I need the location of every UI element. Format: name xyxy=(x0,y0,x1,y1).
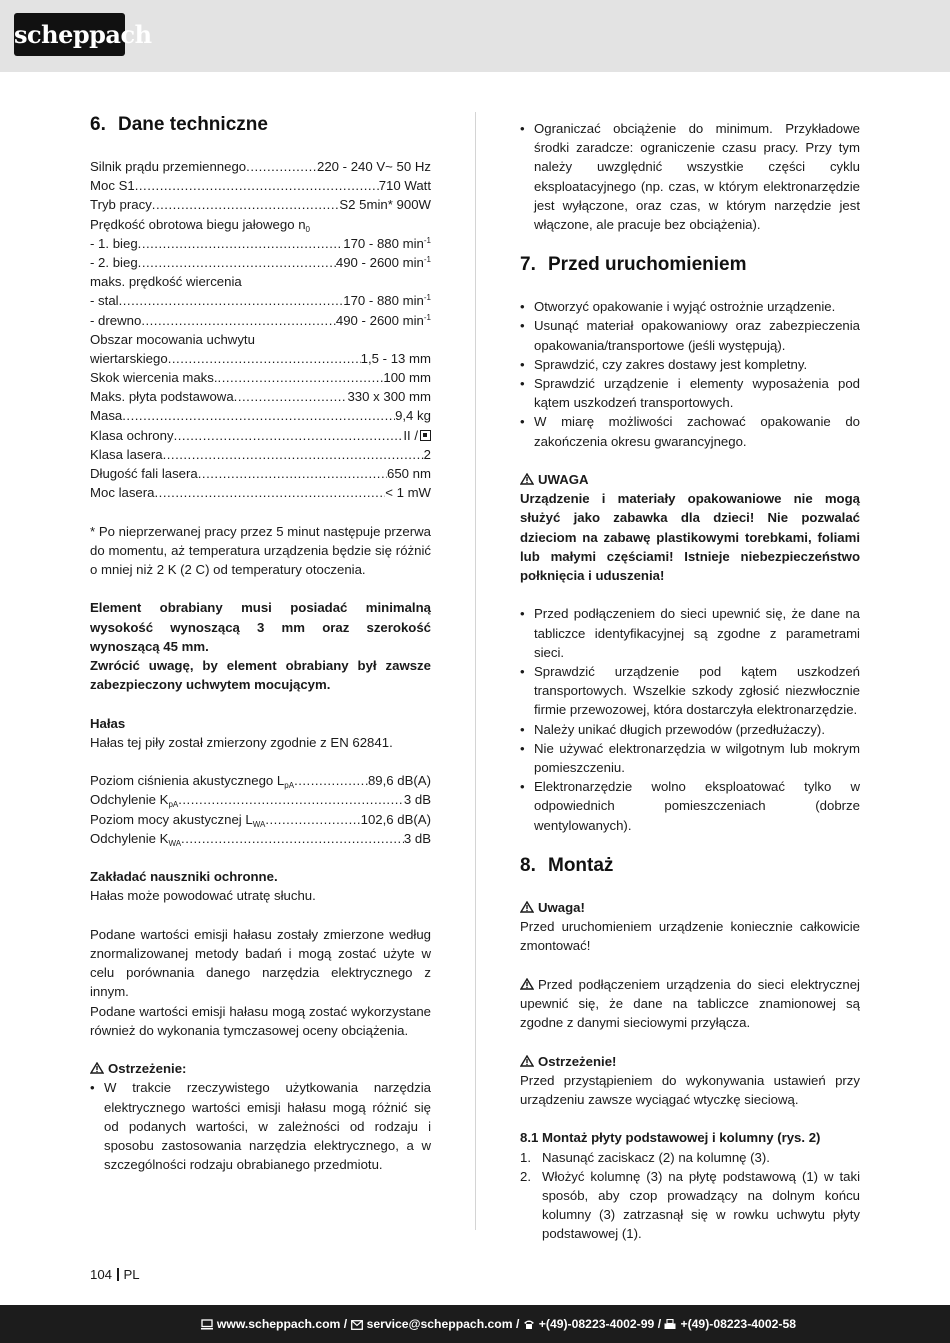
noise-sub: pA xyxy=(168,800,179,810)
step-number: 2. xyxy=(520,1168,531,1184)
spec-value: II / xyxy=(403,427,418,443)
spec-label: Obszar mocowania uchwytu xyxy=(90,331,255,347)
spec-sup: -1 xyxy=(423,235,431,245)
spec-label: - drewno xyxy=(90,312,142,328)
ostrzezenie-heading xyxy=(520,1052,860,1071)
spec-label: - 2. bieg xyxy=(90,254,138,270)
spec-value: 490 - 2600 min xyxy=(335,312,424,328)
spec-value: 170 - 880 min xyxy=(343,293,424,309)
ear-protection-heading: Zakładać nauszniki ochronne. xyxy=(90,869,278,885)
spec-sup: -1 xyxy=(423,312,431,322)
spec-row xyxy=(90,406,431,425)
spec-subscript: 0 xyxy=(305,224,310,234)
noise-sub: pA xyxy=(284,781,295,791)
list-item: • Należy unikać długich przewodów (przedłużaczy). xyxy=(520,720,860,739)
protection-class-icon xyxy=(420,430,431,441)
spec-label: Moc S1 xyxy=(90,178,135,194)
noise-sub: WA xyxy=(252,819,266,829)
connect-warning-text: Przed podłączeniem urządzenia do sieci elektrycznej upewnić się, że dane na tabliczce znamionowej są zgodne z danymi sieciowymi przyłącza. xyxy=(520,976,860,1031)
brand-logo: scheppach xyxy=(14,13,125,56)
noise-row xyxy=(90,790,431,809)
page-separator xyxy=(117,1268,119,1281)
warning-triangle-icon xyxy=(520,901,534,913)
footnote: * Po nieprzerwanej pracy przez 5 minut następuje przerwa do momentu, aż temperatura urządzenia będzie się różnić o mniej niż 2 K (2 C) od temperatury otoczenia. xyxy=(90,523,431,577)
assembly-steps xyxy=(520,1148,860,1244)
noise-heading: Hałas xyxy=(90,715,126,731)
footer-contacts xyxy=(201,1305,796,1343)
footer-fax[interactable]: +(49)-08223-4002-58 xyxy=(680,1317,796,1331)
noise-label: Odchylenie K xyxy=(90,830,169,846)
spec-row xyxy=(90,349,431,368)
uwaga2-heading xyxy=(520,898,860,917)
spec-label: maks. prędkość wiercenia xyxy=(90,274,242,290)
footer-bar xyxy=(0,1305,950,1343)
spec-label: Silnik prądu przemiennego xyxy=(90,159,247,174)
warning-list xyxy=(90,1078,431,1174)
noise-label: Odchylenie K xyxy=(90,792,169,808)
spec-row xyxy=(90,464,431,483)
spec-row xyxy=(90,330,431,349)
spec-sup: -1 xyxy=(423,254,431,264)
step-text: Włożyć kolumnę (3) na płytę podstawową (1) w taki sposób, aby czop prowadzący na dolnym końcu kolumny (3) zatrzasnął się w rowku uchwytu płyty podstawowej (1). xyxy=(542,1168,860,1242)
spec-list xyxy=(90,157,431,502)
footer-website[interactable]: www.scheppach.com xyxy=(216,1317,341,1331)
emission-text: Podane wartości emisji hałasu zostały zmierzone według znormalizowanej metody badań i mogą zostać użyte w celu porównania danego narzędzia elektrycznego z innym. xyxy=(90,926,431,1000)
section-title: Montaż xyxy=(548,854,614,876)
step-number: 1. xyxy=(520,1149,531,1165)
list-item: • Elektronarzędzie wolno eksploatować tylko w odpowiednich pomieszczeniach (dobrze wentylowanych). xyxy=(520,777,860,835)
spec-label: Moc lasera xyxy=(90,485,155,501)
spec-row xyxy=(90,483,431,502)
spec-sup: -1 xyxy=(423,293,431,303)
header-band xyxy=(0,0,950,72)
footer-phone[interactable]: +(49)-08223-4002-99 xyxy=(538,1317,655,1331)
warning-heading-text: Ostrzeżenie: xyxy=(108,1061,187,1077)
email-icon xyxy=(351,1320,363,1330)
right-column xyxy=(520,119,860,1244)
list-item: • Sprawdzić, czy zakres dostawy jest kompletny. xyxy=(520,355,860,374)
spec-row xyxy=(90,445,431,464)
section-7-list xyxy=(520,297,860,451)
noise-value: 102,6 dB(A) xyxy=(360,811,431,827)
footer-separator: / xyxy=(657,1317,662,1331)
connect-warning xyxy=(520,975,860,1033)
spec-value: 9,4 kg xyxy=(395,408,431,424)
warning-heading xyxy=(90,1059,431,1078)
spec-row xyxy=(90,368,431,387)
list-item: • Otworzyć opakowanie i wyjąć ostrożnie urządzenie. xyxy=(520,297,860,316)
uwaga-text: Urządzenie i materiały opakowaniowe nie mogą służyć jako zabawka dla dzieci! Nie pozwalać dzieciom na zabawę plastikowymi torebkami, foliami lub małymi częściami! Istnieje niebezpieczeństwo połknięcia i uduszenia! xyxy=(520,491,860,584)
section-number: 8. xyxy=(520,854,536,876)
spec-row xyxy=(90,195,431,214)
noise-row xyxy=(90,771,431,790)
noise-label: Poziom mocy akustycznej L xyxy=(90,811,253,827)
list-item: • Ograniczać obciążenie do minimum. Przykładowe środki zaradcze: ograniczenie czasu pracy. Przy tym należy uwzględnić wszystkie części cyklu eksploatacyjnego (np. czas, w którym elektronarzędzie jest wyłączone, oraz czas, w którym narzędzie jest włączone, ale pracuje bez obciążenia). xyxy=(520,119,860,234)
spec-row xyxy=(90,157,431,176)
spec-label: - 1. bieg xyxy=(90,235,138,251)
spec-row xyxy=(90,291,431,310)
fax-icon xyxy=(664,1319,676,1330)
spec-value: 330 x 300 mm xyxy=(347,389,431,405)
section-8-heading xyxy=(520,853,860,879)
spec-row xyxy=(90,253,431,272)
spec-value: 170 - 880 min xyxy=(343,235,424,251)
noise-row xyxy=(90,810,431,829)
spec-label: - stal xyxy=(90,293,119,309)
warning-triangle-icon xyxy=(520,1055,534,1067)
spec-value: < 1 mW xyxy=(385,485,431,501)
spec-label: Tryb pracy xyxy=(90,197,152,213)
section-number: 7. xyxy=(520,254,536,276)
noise-value: 89,6 dB(A) xyxy=(367,773,431,789)
warning-triangle-icon xyxy=(520,473,534,485)
spec-value: 490 - 2600 min xyxy=(335,254,424,270)
column-divider xyxy=(475,112,476,1230)
spec-row xyxy=(90,387,431,406)
spec-label: Skok wiercenia maks. xyxy=(90,370,218,386)
spec-value: 1,5 - 13 mm xyxy=(360,350,431,366)
spec-label: Klasa ochrony xyxy=(90,427,174,443)
page-number xyxy=(90,1265,140,1284)
noise-label: Poziom ciśnienia akustycznego L xyxy=(90,773,285,789)
spec-value: 650 nm xyxy=(387,466,431,481)
page-number-value: 104 xyxy=(90,1267,113,1282)
list-item: • Przed podłączeniem do sieci upewnić się, że dane na tabliczce identyfikacyjnej są zgodne z parametrami sieci. xyxy=(520,604,860,662)
spec-label: Maks. płyta podstawowa xyxy=(90,389,234,405)
warning-triangle-icon xyxy=(520,978,534,990)
footer-email[interactable]: service@scheppach.com xyxy=(366,1317,513,1331)
spec-label: Klasa lasera xyxy=(90,446,163,462)
page-language: PL xyxy=(123,1267,140,1282)
spec-row xyxy=(90,272,431,291)
uwaga-heading xyxy=(520,470,860,489)
section-6-heading xyxy=(90,112,431,138)
list-item: • Usunąć materiał opakowaniowy oraz zabezpieczenia opakowania/transportowe (jeśli występują). xyxy=(520,316,860,354)
spec-row xyxy=(90,426,431,445)
uwaga-heading-text: UWAGA xyxy=(538,472,589,488)
footer-separator: / xyxy=(515,1317,520,1331)
bold-note: Element obrabiany musi posiadać minimalną wysokość wynoszącą 3 mm oraz szerokość wynoszącą 45 mm. xyxy=(90,600,431,654)
uwaga2-heading-text: Uwaga! xyxy=(538,900,585,916)
noise-text: Hałas tej piły został zmierzony zgodnie z EN 62841. xyxy=(90,734,393,750)
spec-value: 220 - 240 V~ 50 Hz xyxy=(317,159,431,174)
section-title: Przed uruchomieniem xyxy=(548,254,747,276)
noise-value: 3 dB xyxy=(403,792,431,808)
left-column xyxy=(90,112,431,1174)
section-title: Dane techniczne xyxy=(118,114,268,135)
spec-label: Masa xyxy=(90,408,123,424)
spec-row xyxy=(90,215,431,234)
step-text: Nasunąć zaciskacz (2) na kolumnę (3). xyxy=(542,1149,770,1165)
step-item xyxy=(520,1148,860,1167)
section-number: 6. xyxy=(90,114,106,135)
spec-value: 2 xyxy=(423,446,431,462)
noise-row xyxy=(90,829,431,848)
phone-icon xyxy=(523,1319,535,1330)
ear-protection-text: Hałas może powodować utratę słuchu. xyxy=(90,888,316,904)
spec-value: S2 5min* 900W xyxy=(339,197,431,213)
section-7-list-2 xyxy=(520,604,860,834)
subsection-8-1-heading: 8.1 Montaż płyty podstawowej i kolumny (rys. 2) xyxy=(520,1130,821,1146)
section-7-heading xyxy=(520,252,860,278)
ostrzezenie-text: Przed przystąpieniem do wykonywania ustawień przy urządzeniu zawsze wyciągać wtyczkę sieciową. xyxy=(520,1072,860,1108)
spec-row xyxy=(90,234,431,253)
list-item: • Nie używać elektronarzędzia w wilgotnym lub mokrym pomieszczeniu. xyxy=(520,739,860,777)
list-item: • Sprawdzić urządzenie pod kątem uszkodzeń transportowych. Wszelkie szkody zgłosić niezwłocznie firmie przewozowej, która dostarczyła elektronarzędzie. xyxy=(520,662,860,720)
warning-triangle-icon xyxy=(90,1062,104,1074)
spec-row xyxy=(90,311,431,330)
list-item: • W miarę możliwości zachować opakowanie do zakończenia okresu gwarancyjnego. xyxy=(520,412,860,450)
list-item: • W trakcie rzeczywistego użytkowania narzędzia elektrycznego wartości emisji hałasu mogą różnić się od podanych wartości, w zależności od rodzaju i sposobu zastosowania narzędzia elektrycznego, a w szczególności rodzaju obrabianego przedmiotu. xyxy=(90,1078,431,1174)
noise-sub: WA xyxy=(168,838,182,848)
spec-value: 100 mm xyxy=(383,370,431,386)
top-bullet-list xyxy=(520,119,860,234)
noise-value: 3 dB xyxy=(403,830,431,846)
ostrzezenie-heading-text: Ostrzeżenie! xyxy=(538,1053,617,1069)
spec-label: Prędkość obrotowa biegu jałowego n xyxy=(90,216,306,232)
uwaga2-text: Przed uruchomieniem urządzenie koniecznie całkowicie zmontować! xyxy=(520,919,860,954)
emission-text: Podane wartości emisji hałasu mogą zostać wykorzystane również do wykonania tymczasowej oceny obciążenia. xyxy=(90,1003,431,1038)
bold-note: Zwrócić uwagę, by element obrabiany był zawsze zabezpieczony uchwytem mocującym. xyxy=(90,657,431,693)
spec-label: wiertarskiego xyxy=(90,350,168,366)
computer-icon xyxy=(201,1319,213,1330)
list-item: • Sprawdzić urządzenie i elementy wyposażenia pod kątem uszkodzeń transportowych. xyxy=(520,374,860,412)
spec-value: 710 Watt xyxy=(378,178,431,194)
step-item xyxy=(520,1167,860,1244)
footer-separator: / xyxy=(343,1317,348,1331)
spec-label: Długość fali lasera xyxy=(90,466,198,481)
spec-row xyxy=(90,176,431,195)
